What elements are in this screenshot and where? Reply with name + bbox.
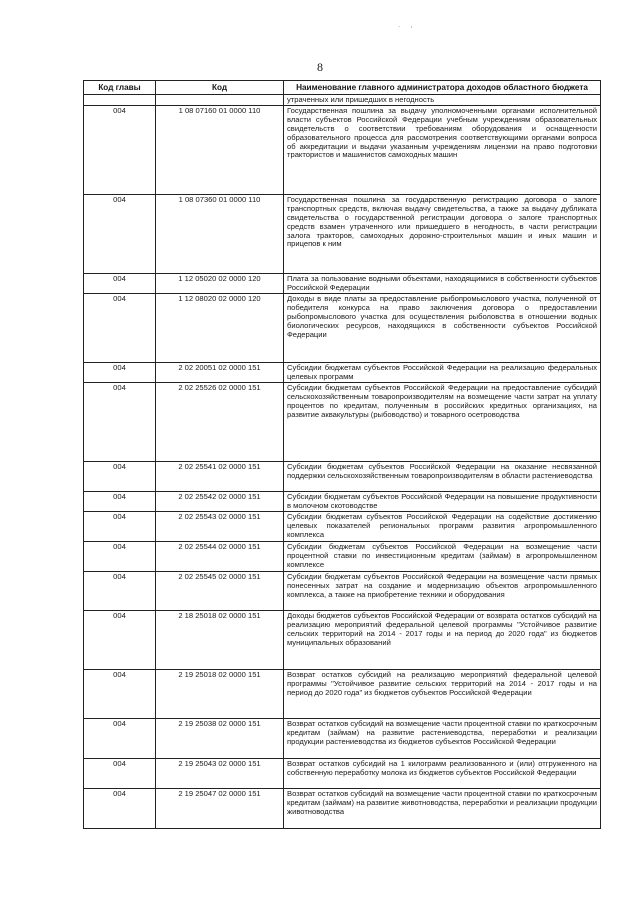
code-cell: 2 19 25018 02 0000 151 (156, 669, 284, 718)
code-cell: 2 02 25541 02 0000 151 (156, 461, 284, 491)
scan-marks: . , (398, 20, 417, 29)
name-cell: Возврат остатков субсидий на возмещение части процентной ставки по краткосрочным кредитам (займам) на развитие животноводства, переработки и реализации продукции животноводства (284, 788, 601, 828)
page-number: 8 (317, 60, 323, 74)
name-cell: Субсидии бюджетам субъектов Российской Федерации на возмещение части прямых понесенных затрат на создание и модернизацию объектов агропромышленного комплекса, а также на приобретение техники и оборудования (284, 571, 601, 610)
table-row (84, 362, 601, 382)
chapter-cell: 004 (84, 669, 156, 718)
revenue-administrators-table (83, 80, 601, 829)
code-cell: 2 02 25542 02 0000 151 (156, 491, 284, 511)
chapter-cell: 004 (84, 273, 156, 293)
header-administrator-name: Наименование главного администратора доходов областного бюджета (284, 81, 601, 95)
name-cell: Возврат остатков субсидий на возмещение части процентной ставки по краткосрочным кредитам (займам) на развитие растениеводства, переработки и реализации продукции растениеводства из бюджетов субъектов Российской Федерации (284, 718, 601, 758)
name-cell: Возврат остатков субсидий на реализацию мероприятий федеральной целевой программы "Устойчивое развитие сельских территорий на 2014 - 2017 годы и на период до 2020 года" из бюджетов субъектов Российской Федерации (284, 669, 601, 718)
table-row (84, 194, 601, 273)
name-cell: Возврат остатков субсидий на 1 килограмм реализованного и (или) отгруженного на собственную переработку молока из бюджетов субъектов Российской Федерации (284, 758, 601, 788)
chapter-cell: 004 (84, 194, 156, 273)
table-row (84, 511, 601, 541)
chapter-cell: 004 (84, 718, 156, 758)
table-row (84, 293, 601, 362)
table-body (84, 95, 601, 829)
code-cell: 1 08 07160 01 0000 110 (156, 105, 284, 194)
table-row (84, 105, 601, 194)
code-cell: 2 19 25038 02 0000 151 (156, 718, 284, 758)
code-cell: 1 08 07360 01 0000 110 (156, 194, 284, 273)
code-cell: 2 02 20051 02 0000 151 (156, 362, 284, 382)
name-cell: Доходы в виде платы за предоставление рыбопромыслового участка, полученной от победителя конкурса на право заключения договора о предоставлении рыбопромыслового участка для осуществления рыболовства в отношении водных биологических ресурсов, находящихся в собственности субъектов Российской Федерации (284, 293, 601, 362)
table-row (84, 669, 601, 718)
chapter-cell: 004 (84, 511, 156, 541)
chapter-cell: 004 (84, 541, 156, 571)
name-cell: Субсидии бюджетам субъектов Российской Федерации на оказание несвязанной поддержки сельскохозяйственным товаропроизводителям в области растениеводства (284, 461, 601, 491)
code-cell: 2 18 25018 02 0000 151 (156, 610, 284, 669)
name-cell: утраченных или пришедших в негодность (284, 95, 601, 106)
table-row (84, 491, 601, 511)
chapter-cell: 004 (84, 491, 156, 511)
table-row (84, 610, 601, 669)
chapter-cell: 004 (84, 461, 156, 491)
code-cell: 1 12 05020 02 0000 120 (156, 273, 284, 293)
table-row (84, 758, 601, 788)
name-cell: Субсидии бюджетам субъектов Российской Федерации на содействие достижению целевых показателей региональных программ развития агропромышленного комплекса (284, 511, 601, 541)
code-cell (156, 95, 284, 106)
table-row (84, 461, 601, 491)
chapter-cell: 004 (84, 293, 156, 362)
chapter-cell (84, 95, 156, 106)
table-header-row (84, 81, 601, 95)
name-cell: Субсидии бюджетам субъектов Российской Федерации на предоставление субсидий сельскохозяйственным товаропроизводителям на возмещение части затрат на уплату процентов по кредитам, полученным в российских кредитных организациях, на развитие аквакультуры (рыбоводство) и товарного осетроводства (284, 382, 601, 461)
code-cell: 2 02 25526 02 0000 151 (156, 382, 284, 461)
code-cell: 1 12 08020 02 0000 120 (156, 293, 284, 362)
header-chapter-code: Код главы (84, 81, 156, 95)
code-cell: 2 02 25543 02 0000 151 (156, 511, 284, 541)
chapter-cell: 004 (84, 105, 156, 194)
table-row (84, 382, 601, 461)
table-row (84, 571, 601, 610)
chapter-cell: 004 (84, 362, 156, 382)
name-cell: Доходы бюджетов субъектов Российской Федерации от возврата остатков субсидий на реализацию мероприятий федеральной целевой программы "Устойчивое развитие сельских территорий на 2014 - 2017 годы и на период до 2020 года" из бюджетов муниципальных образований (284, 610, 601, 669)
code-cell: 2 19 25043 02 0000 151 (156, 758, 284, 788)
table-row (84, 788, 601, 828)
chapter-cell: 004 (84, 382, 156, 461)
chapter-cell: 004 (84, 571, 156, 610)
code-cell: 2 19 25047 02 0000 151 (156, 788, 284, 828)
header-code: Код (156, 81, 284, 95)
table-row (84, 541, 601, 571)
table-row (84, 95, 601, 106)
code-cell: 2 02 25544 02 0000 151 (156, 541, 284, 571)
name-cell: Плата за пользование водными объектами, находящимися в собственности субъектов Российской Федерации (284, 273, 601, 293)
code-cell: 2 02 25545 02 0000 151 (156, 571, 284, 610)
chapter-cell: 004 (84, 788, 156, 828)
chapter-cell: 004 (84, 758, 156, 788)
name-cell: Государственная пошлина за выдачу уполномоченными органами исполнительной власти субъектов Российской Федерации учебным учреждениям образовательных свидетельств о соответствии требованиям оборудования и оснащенности образовательного процесса для рассмотрения соответствующими органами вопроса об аккредитации и выдачи указанным учреждениям лицензии на право подготовки трактористов и машинистов самоходных машин (284, 105, 601, 194)
name-cell: Субсидии бюджетам субъектов Российской Федерации на реализацию федеральных целевых программ (284, 362, 601, 382)
table-row (84, 273, 601, 293)
table-row (84, 718, 601, 758)
chapter-cell: 004 (84, 610, 156, 669)
name-cell: Субсидии бюджетам субъектов Российской Федерации на повышение продуктивности в молочном скотоводстве (284, 491, 601, 511)
name-cell: Субсидии бюджетам субъектов Российской Федерации на возмещение части процентной ставки по инвестиционным кредитам (займам) в агропромышленном комплексе (284, 541, 601, 571)
name-cell: Государственная пошлина за государственную регистрацию договора о залоге транспортных средств, включая выдачу свидетельства, а также за выдачу дубликата свидетельства о государственной регистрации договора о залоге транспортных средств взамен утраченного или пришедшего в негодность, в части регистрации залога тракторов, самоходных дорожно-строительных машин и иных машин и прицепов к ним (284, 194, 601, 273)
